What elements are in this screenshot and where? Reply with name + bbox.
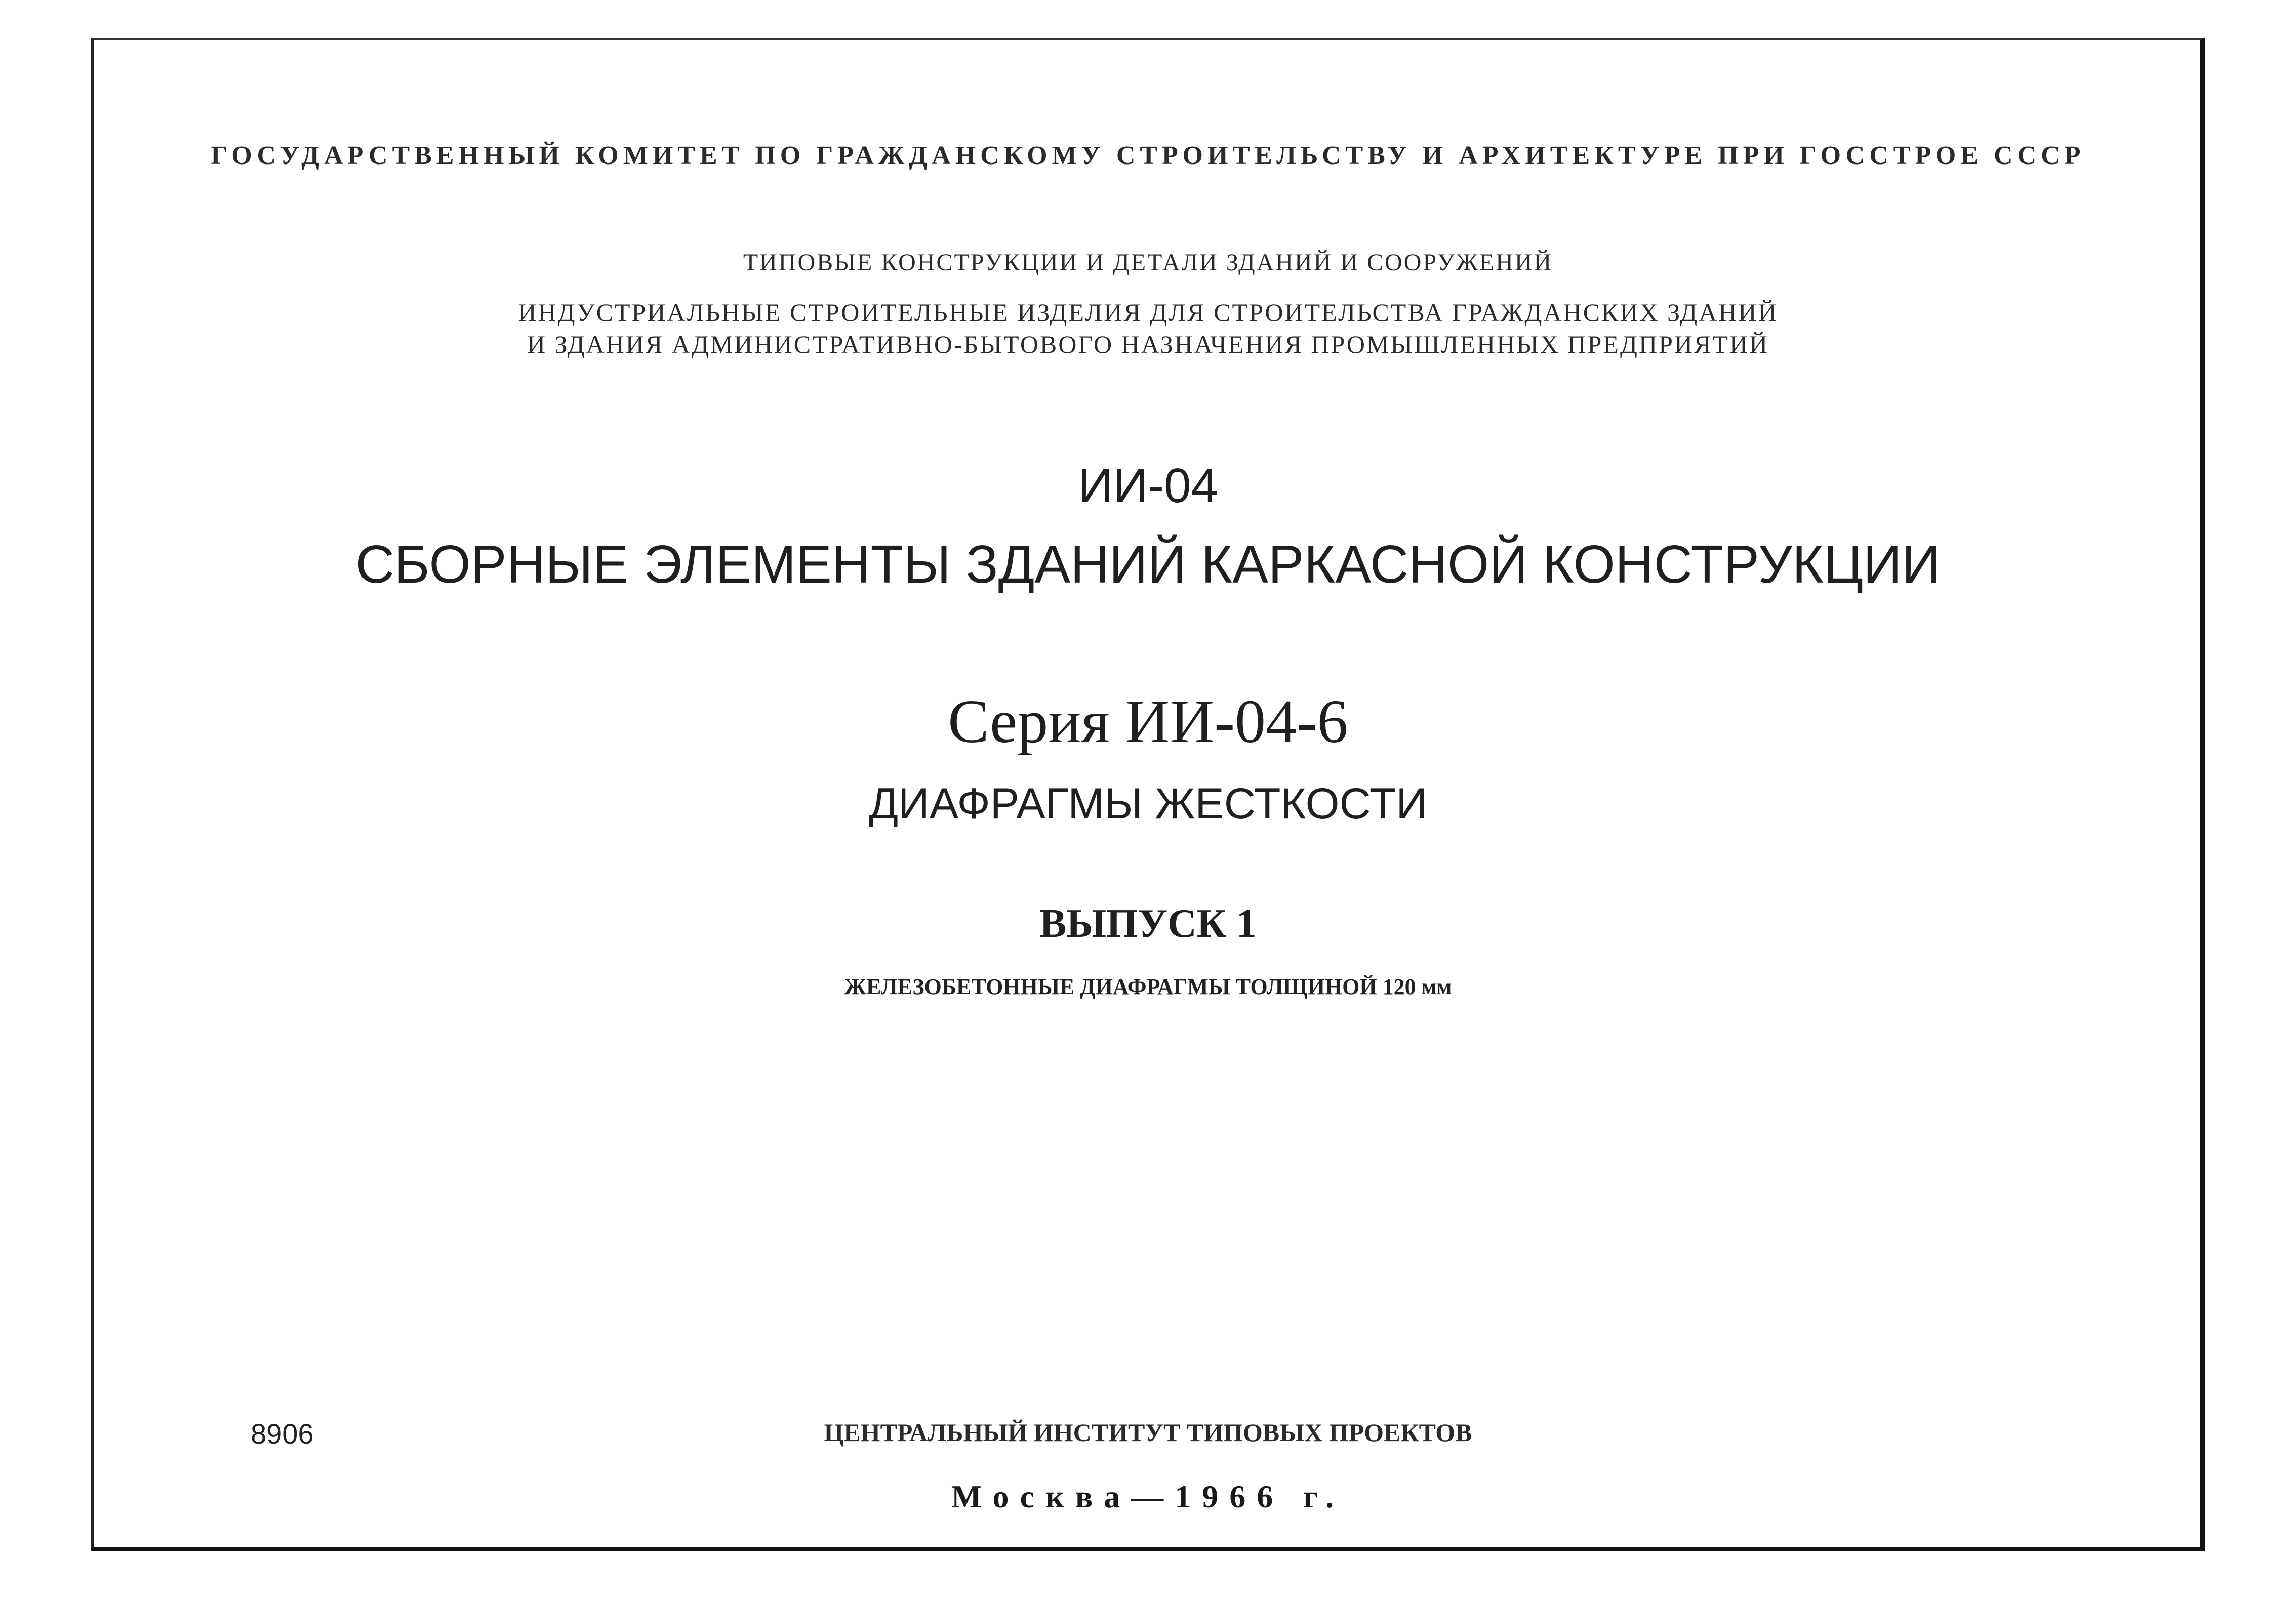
series-title: Серия ИИ-04-6: [948, 687, 1348, 756]
main-title: СБОРНЫЕ ЭЛЕМЕНТЫ ЗДАНИЙ КАРКАСНОЙ КОНСТРУКЦИИ: [355, 535, 1941, 594]
series-name: ДИАФРАГМЫ ЖЕСТКОСТИ: [868, 779, 1428, 828]
document-code: ИИ-04: [1078, 459, 1218, 513]
catalog-heading: ТИПОВЫЕ КОНСТРУКЦИИ И ДЕТАЛИ ЗДАНИЙ И СООРУЖЕНИЙ: [743, 249, 1553, 276]
city-year: Москва—1966 г.: [951, 1478, 1345, 1514]
subtitle-line-2: И ЗДАНИЯ АДМИНИСТРАТИВНО-БЫТОВОГО НАЗНАЧЕНИЯ ПРОМЫШЛЕННЫХ ПРЕДПРИЯТИЙ: [527, 330, 1769, 358]
issue-description: ЖЕЛЕЗОБЕТОННЫЕ ДИАФРАГМЫ ТОЛЩИНОЙ 120 мм: [844, 974, 1452, 999]
issue-title: ВЫПУСК 1: [1039, 901, 1257, 946]
agency-heading: ГОСУДАРСТВЕННЫЙ КОМИТЕТ ПО ГРАЖДАНСКОМУ СТРОИТЕЛЬСТВУ И АРХИТЕКТУРЕ ПРИ ГОССТРОЕ СССР: [211, 141, 2085, 170]
sheet-number: 8906: [251, 1418, 314, 1450]
publisher-name: ЦЕНТРАЛЬНЫЙ ИНСТИТУТ ТИПОВЫХ ПРОЕКТОВ: [824, 1418, 1472, 1447]
subtitle-line-1: ИНДУСТРИАЛЬНЫЕ СТРОИТЕЛЬНЫЕ ИЗДЕЛИЯ ДЛЯ СТРОИТЕЛЬСТВА ГРАЖДАНСКИХ ЗДАНИЙ: [518, 298, 1778, 326]
